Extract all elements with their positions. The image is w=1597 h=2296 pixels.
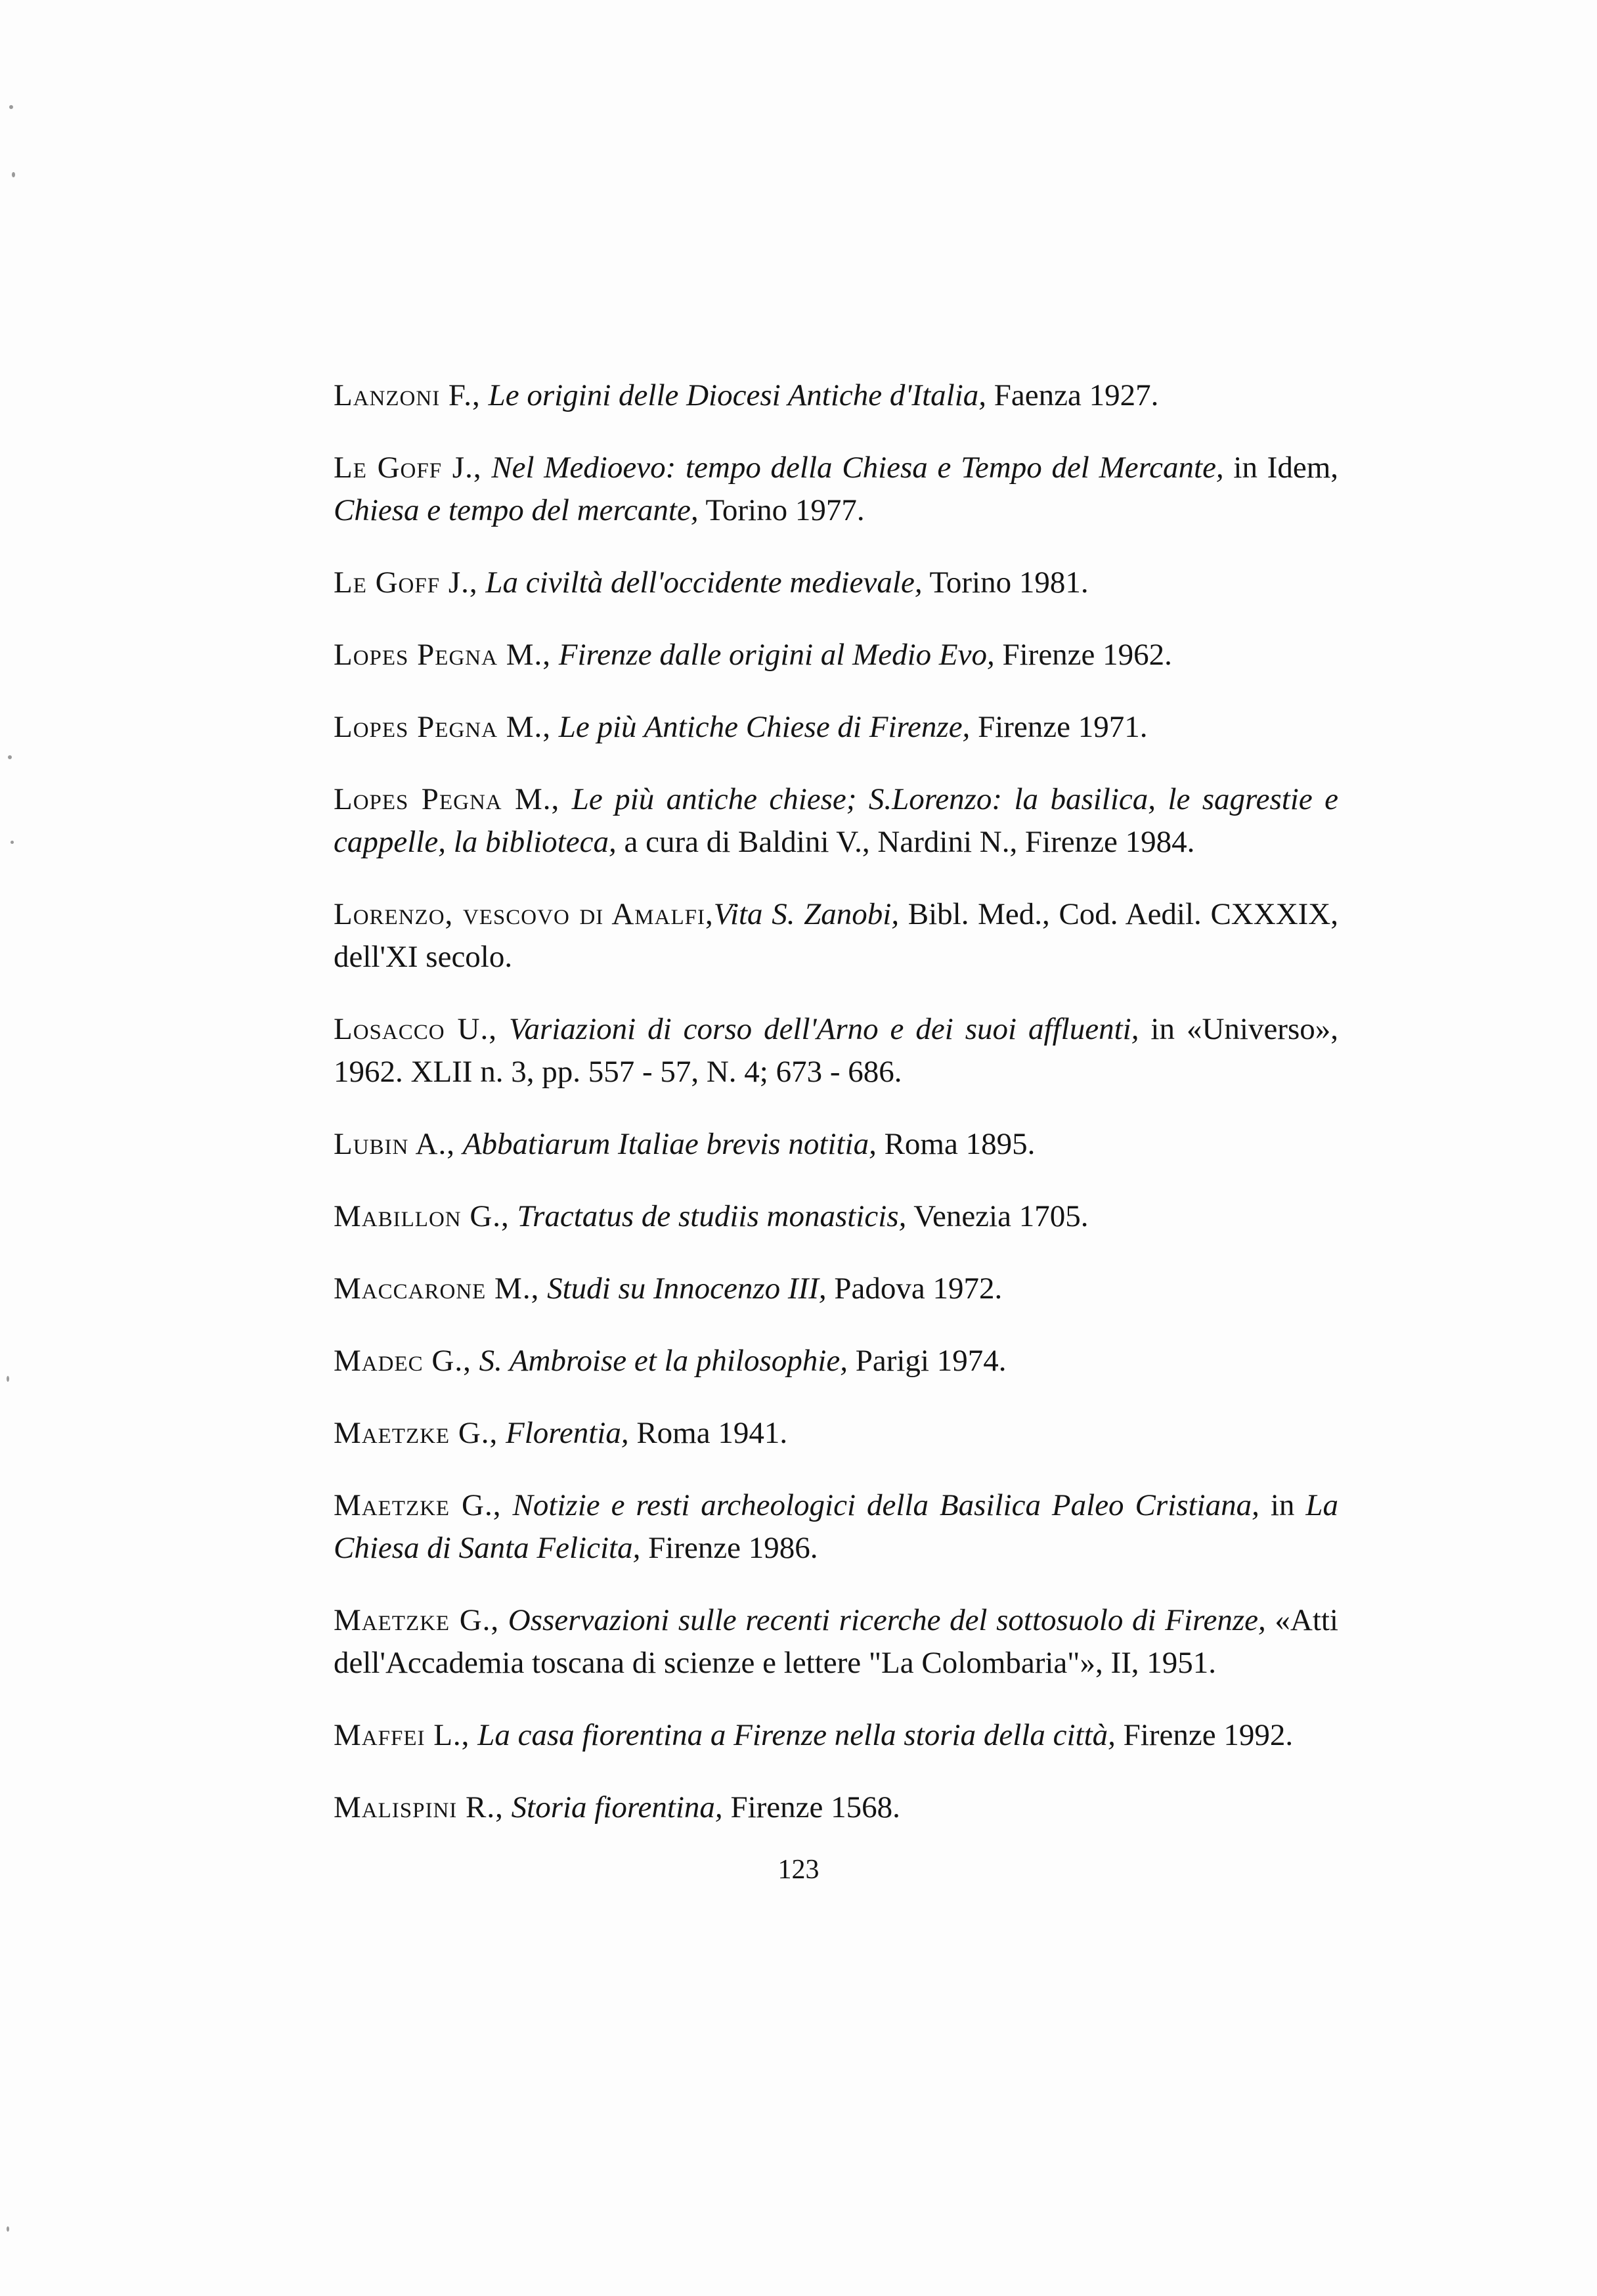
entry-text: Firenze 1992. [1115,1718,1294,1752]
scan-speck [12,172,15,177]
bibliography-entry [334,374,1338,417]
entry-text [499,1603,508,1637]
entry-text [551,638,559,672]
entry-text: a cura di Baldini V., Nardini N., Firenze 1984. [616,825,1195,859]
bibliography-entry [334,1268,1338,1310]
entry-author: Losacco U., [334,1012,497,1046]
scan-speck [11,841,14,844]
entry-text: Firenze 1971. [970,710,1148,744]
entry-author: Maetzke G., [334,1603,500,1637]
entry-text: Faenza 1927. [986,378,1159,412]
entry-author: Maetzke G., [334,1488,502,1522]
entry-text: Parigi 1974. [847,1344,1007,1378]
bibliography-entry [334,562,1338,604]
entry-author: Le Goff J., [334,451,482,485]
entry-text [478,565,486,600]
entry-text: Roma 1941. [628,1416,788,1450]
entry-text: Padova 1972. [826,1271,1003,1306]
entry-author: Maffei L., [334,1718,470,1752]
entry-title: Firenze dalle origini al Medio Evo, [558,638,995,672]
scan-speck [8,755,12,759]
bibliography-entry [334,634,1338,676]
scan-speck [7,2226,9,2232]
bibliography-list [334,374,1338,1859]
entry-title: Vita S. Zanobi, [713,897,900,931]
entry-text [471,1344,479,1378]
entry-author: Maccarone M., [334,1271,540,1306]
entry-text [498,1416,506,1450]
entry-text [470,1718,477,1752]
entry-author: Lanzoni F., [334,378,481,412]
entry-text [551,710,559,744]
entry-author: Mabillon G., [334,1199,510,1233]
entry-author: Le Goff J., [334,565,478,600]
entry-text [539,1271,547,1306]
entry-title: Le più antiche chiese; S.Lorenzo: la basilica, le sagrestie e cappelle, la biblioteca, [334,782,1338,859]
entry-text [559,782,571,816]
entry-author: Maetzke G., [334,1416,498,1450]
page-number: 123 [777,1855,820,1885]
entry-title: Studi su Innocenzo III, [547,1271,827,1306]
entry-text [482,451,492,485]
entry-title: Le più Antiche Chiese di Firenze, [558,710,971,744]
entry-author: Lopes Pegna M., [334,710,551,744]
entry-title: Notizie e resti archeologici della Basilica Paleo Cristiana, [512,1488,1259,1522]
bibliography-entry [334,1714,1338,1757]
entry-text: in «Universo», 1962. XLII n. 3, pp. 557 - 57, N. 4; 673 - 686. [334,1012,1338,1089]
entry-text: Venezia 1705. [906,1199,1089,1233]
entry-title: Abbatiarum Italiae brevis notitia, [462,1127,877,1161]
bibliography-entry [334,1484,1338,1570]
entry-title: Storia fiorentina, [511,1790,723,1824]
entry-title: Osservazioni sulle recenti ricerche del sottosuolo di Firenze, [508,1603,1266,1637]
entry-title: La civiltà dell'occidente medievale, [485,565,923,600]
entry-text [455,1127,463,1161]
entry-author: Lopes Pegna M., [334,782,560,816]
scan-speck [7,1376,9,1382]
bibliography-entry [334,1008,1338,1093]
entry-author: Lubin A., [334,1127,455,1161]
entry-text [510,1199,517,1233]
entry-author: Lopes Pegna M., [334,638,551,672]
entry-author: Lorenzo, vescovo di Amalfi, [334,897,714,931]
entry-title: Le origini delle Diocesi Antiche d'Italia, [488,378,987,412]
entry-title: Variazioni di corso dell'Arno e dei suoi affluenti, [508,1012,1139,1046]
bibliography-entry [334,1599,1338,1685]
entry-text: Torino 1981. [922,565,1089,600]
entry-text: «Atti dell'Accademia toscana di scienze e lettere "La Colombaria"», II, 1951. [334,1603,1338,1680]
bibliography-entry [334,706,1338,749]
entry-text [502,1488,513,1522]
entry-text: Bibl. Med., Cod. Aedil. CXXXIX, dell'XI secolo. [334,897,1338,974]
bibliography-entry [334,778,1338,864]
entry-title: Chiesa e tempo del mercante, [334,493,699,527]
entry-text: Firenze 1962. [994,638,1172,672]
entry-text: in [1259,1488,1306,1522]
entry-title: Nel Medioevo: tempo della Chiesa e Tempo del Mercante, [491,451,1224,485]
entry-author: Malispini R., [334,1790,504,1824]
entry-text: Firenze 1986. [640,1531,818,1565]
entry-text: Torino 1977. [698,493,865,527]
entry-text [481,378,489,412]
entry-text [497,1012,509,1046]
entry-title: S. Ambroise et la philosophie, [479,1344,848,1378]
entry-text: in Idem, [1223,451,1339,485]
entry-title: La casa fiorentina a Firenze nella storia della città, [477,1718,1116,1752]
entry-text [504,1790,512,1824]
entry-title: Florentia, [506,1416,629,1450]
entry-title: Tractatus de studiis monasticis, [517,1199,907,1233]
bibliography-entry [334,1340,1338,1382]
bibliography-entry [334,1412,1338,1455]
bibliography-entry [334,893,1338,979]
entry-text: Roma 1895. [876,1127,1036,1161]
scan-speck [9,105,13,109]
entry-title: La Chiesa di Santa Felicita, [334,1488,1339,1565]
bibliography-entry [334,447,1338,532]
bibliography-entry [334,1195,1338,1238]
entry-author: Madec G., [334,1344,471,1378]
entry-text: Firenze 1568. [722,1790,900,1824]
bibliography-entry [334,1123,1338,1166]
bibliography-entry [334,1786,1338,1829]
